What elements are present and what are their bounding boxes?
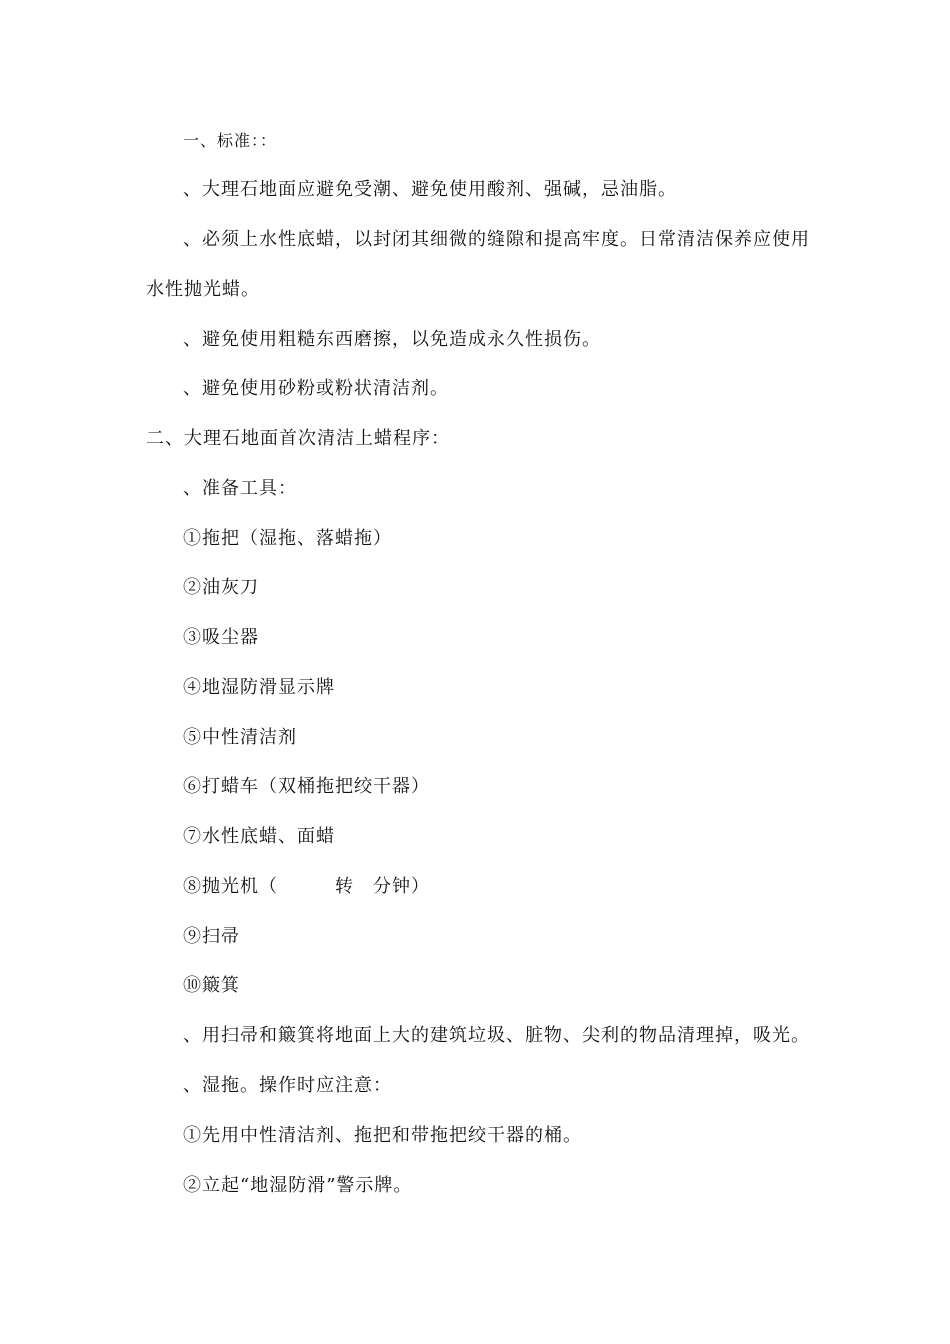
paragraph-line: 、必须上水性底蜡，以封闭其细微的缝隙和提高牢度。日常清洁保养应使用 [183,229,810,250]
paragraph-line: 、用扫帚和簸箕将地面上大的建筑垃圾、脏物、尖利的物品清理掉，吸光。 [183,1025,810,1046]
list-item: ①先用中性清洁剂、拖把和带拖把绞干器的桶。 [183,1125,582,1146]
section-heading-procedure: 二、大理石地面首次清洁上蜡程序： [146,428,450,449]
paragraph-line: 水性抛光蜡。 [146,279,260,300]
list-item: ⑦水性底蜡、面蜡 [183,826,335,847]
paragraph-line: 、大理石地面应避免受潮、避免使用酸剂、强碱，忌油脂。 [183,179,677,200]
paragraph-line: 、湿拖。操作时应注意： [183,1075,392,1096]
list-item: ②油灰刀 [183,577,259,598]
list-item: ⑧抛光机（ 转 分钟） [183,876,430,897]
section-heading-standards: 一、标准：： [183,131,278,150]
list-item: ③吸尘器 [183,627,259,648]
paragraph-line: 、避免使用砂粉或粉状清洁剂。 [183,378,449,399]
list-item: ⑨扫帚 [183,926,240,947]
list-item: ⑤中性清洁剂 [183,727,297,748]
paragraph-line: 、避免使用粗糙东西磨擦，以免造成永久性损伤。 [183,329,601,350]
list-item: ④地湿防滑显示牌 [183,677,335,698]
list-item: ①拖把（湿拖、落蜡拖） [183,528,392,549]
list-item: ⑥打蜡车（双桶拖把绞干器） [183,776,430,797]
paragraph-line: 、准备工具： [183,478,297,499]
list-item: ⑩簸箕 [183,975,240,996]
list-item: ②立起“地湿防滑”警示牌。 [183,1175,413,1196]
